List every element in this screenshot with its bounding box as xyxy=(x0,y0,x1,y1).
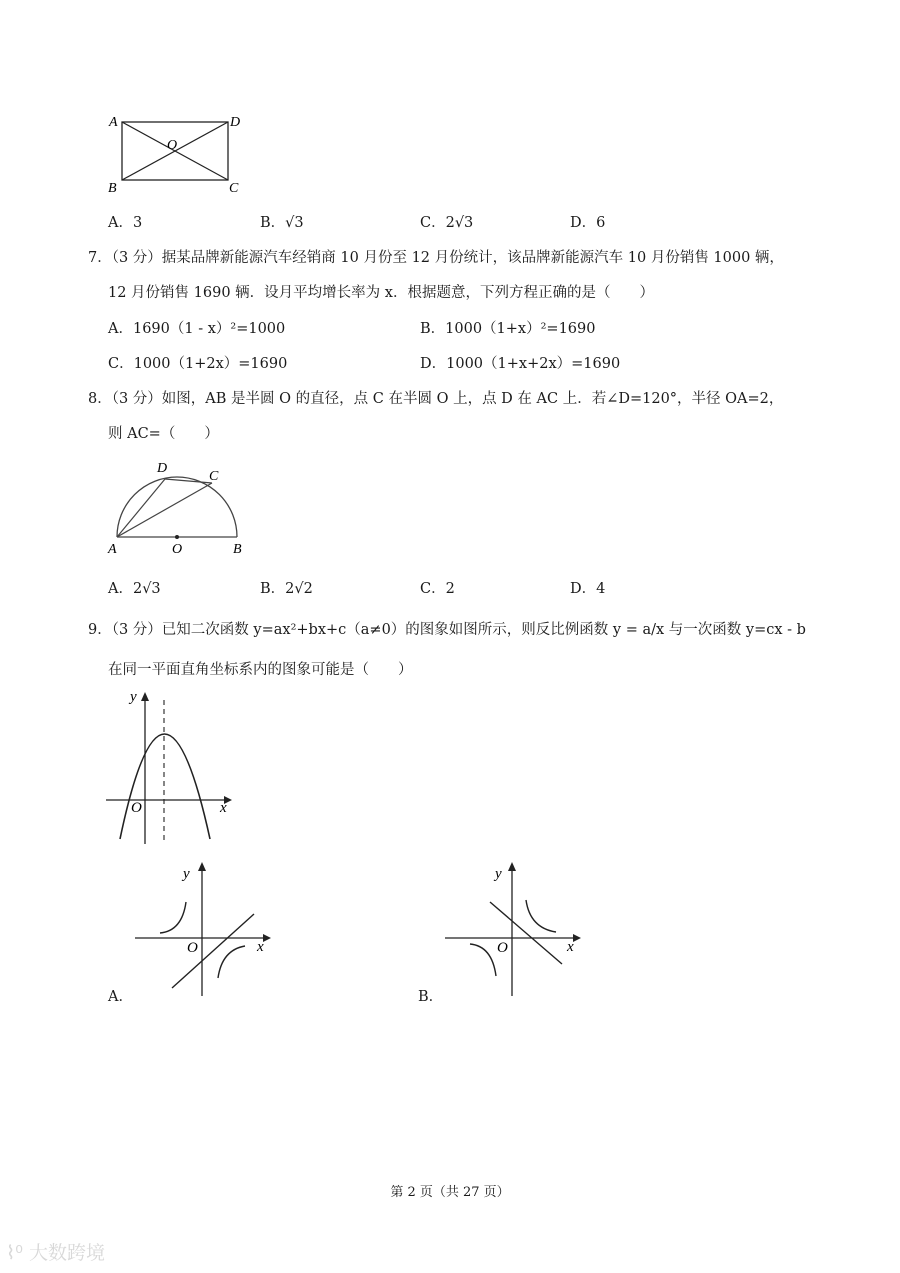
q7-stem-line2: 12 月份销售 1690 辆．设月平均增长率为 x．根据题意，下列方程正确的是（ ） xyxy=(108,285,654,301)
axis-label-x: x xyxy=(257,939,264,955)
point-label-a: A xyxy=(108,542,117,557)
q9-option-b[interactable]: B． xyxy=(418,989,444,1005)
q8-stem-line1: 8．（3 分）如图，AB 是半圆 O 的直径，点 C 在半圆 O 上，点 D 在 AC 上．若∠D=120°，半径 OA=2， xyxy=(88,391,784,407)
q9-stem-line1: 9．（3 分）已知二次函数 y=ax²+bx+c（a≠0）的图象如图所示，则反比例函数 y = a/x 与一次函数 y=cx - b xyxy=(88,622,806,638)
origin-label: O xyxy=(187,940,198,956)
watermark-icon: ⌇⁰ xyxy=(6,1242,23,1264)
q7-stem-line1: 7．（3 分）据某品牌新能源汽车经销商 10 月份至 12 月份统计，该品牌新能源汽车 10 月份销售 1000 辆， xyxy=(88,250,784,266)
q8-option-c[interactable]: C．2 xyxy=(420,581,455,597)
axis-label-y: y xyxy=(130,689,137,705)
point-label-c: C xyxy=(209,469,219,484)
center-label-o: O xyxy=(167,138,178,153)
origin-label: O xyxy=(131,800,142,816)
q8-option-d[interactable]: D．4 xyxy=(570,581,606,597)
q9-stem-line2: 在同一平面直角坐标系内的图象可能是（ ） xyxy=(108,662,413,678)
q9-option-a[interactable]: A． xyxy=(108,989,133,1005)
vertex-label-b: B xyxy=(108,181,117,196)
axis-label-y: y xyxy=(183,866,190,882)
rectangle-figure xyxy=(100,108,260,203)
vertex-label-d: D xyxy=(230,115,241,130)
option-a-graph[interactable] xyxy=(130,858,280,1000)
q7-option-b[interactable]: B．1000（1+x）²=1690 xyxy=(420,321,596,337)
point-label-d: D xyxy=(157,461,168,476)
watermark-logo xyxy=(6,1238,105,1265)
q8-stem-line2: 则 AC=（ ） xyxy=(108,426,219,442)
origin-label: O xyxy=(497,940,508,956)
q6-option-c[interactable]: C．2√3 xyxy=(420,215,474,231)
q6-option-b[interactable]: B．√3 xyxy=(260,215,304,231)
q6-option-a[interactable]: A．3 xyxy=(108,215,143,231)
axis-label-y: y xyxy=(495,866,502,882)
q7-option-c[interactable]: C．1000（1+2x）=1690 xyxy=(108,356,288,372)
vertex-label-c: C xyxy=(229,181,239,196)
axis-label-x: x xyxy=(220,800,227,816)
q7-option-d[interactable]: D．1000（1+x+2x）=1690 xyxy=(420,356,621,372)
page-footer: 第 2 页（共 27 页） xyxy=(390,1185,510,1200)
axis-label-x: x xyxy=(567,939,574,955)
q7-option-a[interactable]: A．1690（1 - x）²=1000 xyxy=(108,321,286,337)
q6-option-d[interactable]: D．6 xyxy=(570,215,606,231)
point-label-b: B xyxy=(233,542,242,557)
option-b-graph[interactable] xyxy=(440,858,590,1000)
semicircle-figure xyxy=(100,456,260,560)
q8-option-a[interactable]: A．2√3 xyxy=(108,581,161,597)
q8-option-b[interactable]: B．2√2 xyxy=(260,581,313,597)
watermark-text: 大数跨境 xyxy=(28,1242,105,1264)
point-label-o: O xyxy=(172,542,183,557)
vertex-label-a: A xyxy=(109,115,118,130)
parabola-figure xyxy=(100,684,250,849)
